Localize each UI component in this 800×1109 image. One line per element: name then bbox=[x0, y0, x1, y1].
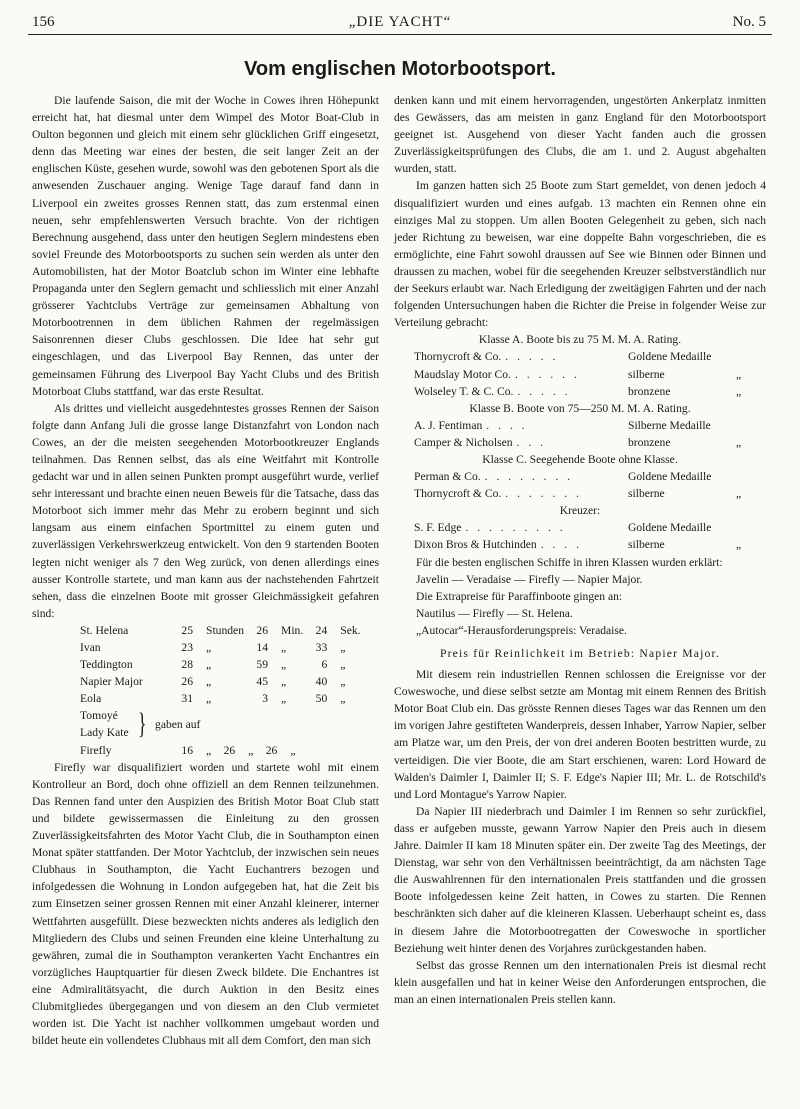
ditto-mark bbox=[736, 417, 766, 434]
prize-group-heading: Kreuzer: bbox=[559, 504, 601, 518]
prize-row bbox=[394, 348, 766, 365]
brace-glyph: } bbox=[137, 707, 147, 741]
boat-name: Firefly bbox=[80, 743, 112, 757]
ditto-mark bbox=[736, 468, 766, 485]
unit-mark: „ bbox=[206, 641, 212, 654]
extra-line: Nautilus — Firefly — St. Helena. bbox=[416, 606, 573, 620]
issue-number: No. 5 bbox=[732, 14, 766, 30]
prize-row bbox=[394, 485, 766, 502]
paragraph: Im ganzen hatten sich 25 Boote zum Start gemeldet, von denen jedoch 4 disqualifiziert wurden und eines aufgab. 13 machten ein Rennen ohne ein einziges Mal zu stoppen. Um allen Booten Gelegenheit zu geben, sich nach jeder Richtung zu beweisen, war eine doppelte Bahn vorgeschrieben, die es ermöglichte, eine Fahrt sowohl draussen auf See wie Binnen oder Binnen und draussen zu machen, wobei für die seegehenden Kreuzer selbstverständlich nur der Seekurs erlaubt war. Nach Erledigung der zweitägigen Fahrten und der nach folgenden Untersuchungen haben die Richter die Preise in folgender Weise zur Verteilung gebracht: bbox=[394, 179, 766, 330]
unit-mark: „ bbox=[281, 675, 287, 689]
unit-mark: „ bbox=[340, 692, 346, 706]
paragraph: Mit diesem rein industriellen Rennen schlossen die Ereignisse vor der Coweswoche, und diese selbst setzte am Montag mit einem Rennen des British Motor Boat Club ein. Das grösste Rennen dieses Tages war das Rennen um den im vorigen Jahre gestifteten Wanderpreis, dessen Inhaber, Yarrow Napier, selber am Platze war, um den Preis, der von drei anderen Booten bestritten wurde, zu verteidigen. Die vier Boote, die am Start erschienen, waren: Lord Howard de Walden's Daimler I, Daimler II; S. F. Edge's Napier III; Mr. L. de Rotschild's und Lord Montague's Yarrow Napier. bbox=[394, 668, 766, 801]
boat-name: Lady Kate bbox=[80, 726, 129, 740]
hours: 26 bbox=[181, 675, 193, 689]
table-row: Firefly 16 „ 26 „ 26 „ bbox=[80, 742, 301, 759]
paragraph: Selbst das grosse Rennen um den internationalen Preis ist diesmal recht klein ausgefallen und hat in keiner Weise den Anforderungen entsprochen, die man an einen internationalen Preis stellen kann. bbox=[394, 958, 766, 1006]
prize-row bbox=[394, 366, 766, 383]
unit-mark: Min. bbox=[281, 623, 304, 637]
minutes: 26 bbox=[223, 743, 236, 757]
prize-group-kreuzer bbox=[394, 502, 766, 553]
leader-dots: . . . . bbox=[540, 538, 582, 552]
leader-dots: . . . . . . bbox=[514, 367, 580, 381]
minutes: 3 bbox=[262, 692, 269, 706]
unit-mark: „ bbox=[281, 658, 287, 672]
race-results-table bbox=[80, 622, 367, 707]
prize-group-klasse-a bbox=[394, 331, 766, 399]
winner-name: Thornycroft & Co. bbox=[414, 350, 502, 364]
unit-mark: „ bbox=[340, 658, 346, 672]
winner-name: Dixon Bros & Hutchinden bbox=[414, 538, 537, 552]
boat-name: Ivan bbox=[80, 641, 101, 654]
ditto-mark: „ bbox=[736, 487, 742, 501]
prize-row bbox=[394, 468, 766, 485]
leader-dots: . . . . . bbox=[517, 384, 571, 398]
prize-lists bbox=[394, 331, 766, 553]
seconds: 50 bbox=[315, 692, 328, 706]
winner-name: S. F. Edge bbox=[414, 521, 462, 535]
prize-group-heading: Klasse B. Boote von 75—250 M. M. A. Rating. bbox=[469, 401, 691, 415]
hours: 16 bbox=[181, 743, 193, 757]
unit-mark: „ bbox=[340, 641, 346, 654]
award: Goldene Medaille bbox=[628, 470, 712, 484]
winner-name: Maudslay Motor Co. bbox=[414, 367, 511, 381]
seconds: 26 bbox=[265, 743, 278, 757]
unit-mark: „ bbox=[206, 692, 212, 706]
table-row bbox=[80, 622, 367, 639]
leader-dots: . . . . . . . . bbox=[484, 470, 574, 484]
leader-dots: . . . bbox=[516, 435, 547, 449]
left-column bbox=[32, 92, 379, 1049]
prize-row bbox=[394, 519, 766, 536]
prize-row bbox=[394, 434, 766, 451]
extra-line: Die Extrapreise für Paraffinboote gingen an: bbox=[416, 589, 623, 603]
ditto-mark bbox=[736, 519, 766, 536]
gave-up-label: gaben auf bbox=[155, 717, 201, 731]
boat-name: Eola bbox=[80, 692, 102, 706]
seconds: 40 bbox=[315, 675, 328, 689]
seconds: 33 bbox=[315, 641, 328, 654]
hours: 28 bbox=[181, 658, 193, 672]
prize-group-klasse-c bbox=[394, 451, 766, 502]
winner-name: A. J. Fentiman bbox=[414, 418, 483, 432]
prize-row bbox=[394, 536, 766, 553]
minutes: 14 bbox=[256, 641, 269, 654]
paragraph: Firefly war disqualifiziert worden und startete wohl mit einem Kontrolleur an Bord, doch ohne offiziell an dem Rennen teilzunehmen. Das Rennen fand unter den Auspizien des British Motor Boat Club statt und bildete gewissermassen die Einleitung zu den grossen Zuverlässigkeitsfahrten des Motor Yacht Club, die in Southampton einen Monat später stattfanden. Der Motor Yachtclub, der inzwischen sein neues Clubhaus in Southampton, die Yacht Euchantrers bezogen und infolgedessen die Wohnung in London aufgegeben hat, hat die Zeit bis zum Einsetzen seiner grossen Rennen mit einer Anzahl kleinerer, interner Wettfahrten ausgefüllt. Diese bezweckten nichts anderes als lediglich den Mitgliedern des Clubs und seinen Freunden eine kleine Unterhaltung zu gewähren, zumal die in Southampton verankerten Yacht Enchantres ein vorzügliches Hauptquartier für diesen Zweck bildete. Die Enchantres ist eine Admiralitätsyacht, die durch Auktion in den Besitz eines Clubmitgliedes übergegangen und von diesem an den Club vermietet worden ist. Die Yacht ist nachher vollkommen umgebaut worden und bildet heute ein vollendetes Clubhaus mit all dem Comfort, den man sich bbox=[32, 760, 379, 1048]
paragraph: Da Napier III niederbrach und Daimler I im Rennen so sehr zurückfiel, dass er aufgeben musste, gewann Yarrow Napier den Preis auch in diesem Jahre. Daimler II kam 18 Minuten später ein. Der zweite Tag des Meetings, der Dienstag, war sehr von den Verhältnissen beeinträchtigt, da am nächsten Tage die Auswahlrennen für den internationalen Preis stattfanden und die grossen Boote infolgedessen keine Zeit hatten, in Cowes zu starten. Die Rennen beschränkten sich daher auf die kleineren Klassen. Ueberhaupt scheint es, dass in diesem Jahre die Motorbootregatten der Coweswoche in sportlicher Beziehung weit hinter denen des Vorjahres zurückgestanden haben. bbox=[394, 804, 766, 955]
article-title: Vom englischen Motorbootsport. bbox=[244, 58, 556, 80]
running-header bbox=[28, 10, 772, 35]
journal-name: „DIE YACHT“ bbox=[348, 14, 452, 30]
prize-row bbox=[394, 417, 766, 434]
boat-name: Tomoyé bbox=[80, 709, 118, 723]
prize-row bbox=[394, 383, 766, 400]
gave-up-group bbox=[80, 707, 379, 741]
award: Goldene Medaille bbox=[628, 521, 712, 535]
unit-mark: Stunden bbox=[206, 623, 245, 637]
unit-mark: Sek. bbox=[340, 623, 361, 637]
award: silberne bbox=[628, 367, 665, 381]
award: Goldene Medaille bbox=[628, 350, 712, 364]
paragraph: Die laufende Saison, die mit der Woche in Cowes ihren Höhepunkt erreicht hat, hat diesmal unter dem Wimpel des Motor Boat-Club in Oulton begonnen und gleich mit einem sehr glücklichen Griff eingesetzt, denn das Meeting war eines der besten, die seit langer Zeit an der englischen Küste, gesehen wurde, sowohl was den gebotenen Sport als die anwesenden Zuschauer anging. Wenige Tage darauf fand dann in Liverpool ein zweites grosses Rennen statt, das zum erstenmal einen neuen, sehr empfehlenswerten Versuch brachte. Von der richtigen Berechnung ausgehend, dass unter den heutigen Seglern mindestens eben soviel Freunde des Motorbootsports zu suchen sein werden als unter den Automobilisten, hat der Motor Boatclub schon im Winter eine lebhafte Propaganda unter den Seglern gemacht und schliesslich mit einer Anzahl grösserer Yachtclubs Verträge zur gemeinsamen Abhaltung von Motorbootrennen in dem üblichen Rahmen der regelmässigen Saisonrennen dieser Clubs geschlossen. Die Idee hat sehr gut eingeschlagen, und das Liverpool Bay Rennen, das unter der gemeinsamen Führung des Liverpool Bay Yacht Clubs und des British Motorboat Clubs stattfand, war das erste Resultat. bbox=[32, 94, 379, 398]
prize-group-heading: Klasse A. Boote bis zu 75 M. M. A. Rating. bbox=[478, 333, 682, 347]
hours: 25 bbox=[181, 623, 193, 637]
boat-name: Teddington bbox=[80, 658, 133, 672]
ditto-mark bbox=[736, 348, 766, 365]
extra-prizes bbox=[416, 571, 766, 639]
prize-group-heading: Klasse C. Seegehende Boote ohne Klasse. bbox=[482, 452, 678, 466]
leader-dots: . . . . . bbox=[505, 350, 559, 364]
award: silberne bbox=[628, 538, 665, 552]
extra-line: „Autocar“-Herausforderungspreis: Veradaise. bbox=[416, 623, 627, 637]
leader-dots: . . . . . . . bbox=[505, 487, 582, 501]
winner-name: Perman & Co. bbox=[414, 470, 481, 484]
unit-mark: „ bbox=[206, 675, 212, 689]
leader-dots: . . . . . . . . . bbox=[465, 521, 566, 535]
minutes: 59 bbox=[256, 658, 269, 672]
firefly-row-table bbox=[80, 742, 301, 759]
winner-name: Camper & Nicholsen bbox=[414, 435, 513, 449]
hours: 31 bbox=[181, 692, 193, 706]
table-row bbox=[80, 690, 367, 707]
ditto-mark: „ bbox=[736, 367, 742, 381]
hours: 23 bbox=[181, 641, 193, 654]
boat-name: St. Helena bbox=[80, 623, 129, 637]
unit-mark: „ bbox=[281, 641, 287, 654]
paragraph: denken kann und mit einem hervorragenden, ungestörten Ankerplatz inmitten des Gewässers, das am meisten in ganz England für den Motorbootsport geeignet ist. Ausgehend von dieser Yacht fanden auch die grossen Zuverlässigkeitsprüfungen des Clubs, die am 1. und 2. August abgehalten wurden, statt. bbox=[394, 94, 766, 176]
leader-dots: . . . . bbox=[486, 418, 528, 432]
boat-name: Napier Major bbox=[80, 675, 143, 689]
award: Silberne Medaille bbox=[628, 418, 711, 432]
minutes: 26 bbox=[256, 623, 269, 637]
prize-group-klasse-b bbox=[394, 400, 766, 451]
award: silberne bbox=[628, 487, 665, 501]
table-row bbox=[80, 673, 367, 690]
ditto-mark: „ bbox=[736, 435, 742, 449]
winner-name: Wolseley T. & C. Co. bbox=[414, 384, 514, 398]
seconds: 6 bbox=[321, 658, 328, 672]
unit-mark: „ bbox=[206, 658, 212, 672]
ditto-mark: „ bbox=[736, 384, 742, 398]
paragraph: Als drittes und vielleicht ausgedehntestes grosses Rennen der Saison folgte dann Anfang Juli die grosse lange Distanzfahrt von London nach Cowes, an der die meisten seegehenden Motorbootkreuzer Englands teilnahmen. Das Rennen selbst, das als eine Weitfahrt mit Kontrolle gedacht war und in allen seinen Punkten prompt ausgeführt wurde, verlief sehr interessant und brachte einen neuen Beweis für die Tatsache, dass das Motorboot sich immer mehr das Mehr zu erobern beginnt und sich langsam aus einem einfachen Sportmittel zu einem guten und zuverlässigen Verkehrswerkzeug entwickelt. Von den 9 startenden Booten legten nicht weniger als 7 den Weg zurück, von denen allerdings eines ausser Kontrolle startete, und man kann aus der nachstehenden Fahrtzeit sehen, dass die einzelnen Boote mit grosser Gleichmässigkeit gefahren sind: bbox=[32, 401, 379, 620]
paragraph: Für die besten englischen Schiffe in ihren Klassen wurden erklärt: bbox=[416, 555, 723, 569]
unit-mark: „ bbox=[281, 692, 287, 706]
page-number: 156 bbox=[32, 14, 55, 30]
right-column bbox=[394, 92, 766, 1008]
table-row bbox=[80, 656, 367, 673]
award: bronzene bbox=[628, 435, 671, 449]
award: bronzene bbox=[628, 384, 671, 398]
section-subheading: Preis für Reinlichkeit im Betrieb: Napier Major. bbox=[439, 647, 721, 660]
unit-mark: „ bbox=[340, 675, 346, 689]
table-row bbox=[80, 639, 367, 656]
extra-line: Javelin — Veradaise — Firefly — Napier Major. bbox=[416, 572, 643, 586]
winner-name: Thornycroft & Co. bbox=[414, 487, 502, 501]
ditto-mark: „ bbox=[736, 538, 742, 552]
seconds: 24 bbox=[315, 623, 328, 637]
minutes: 45 bbox=[256, 675, 269, 689]
